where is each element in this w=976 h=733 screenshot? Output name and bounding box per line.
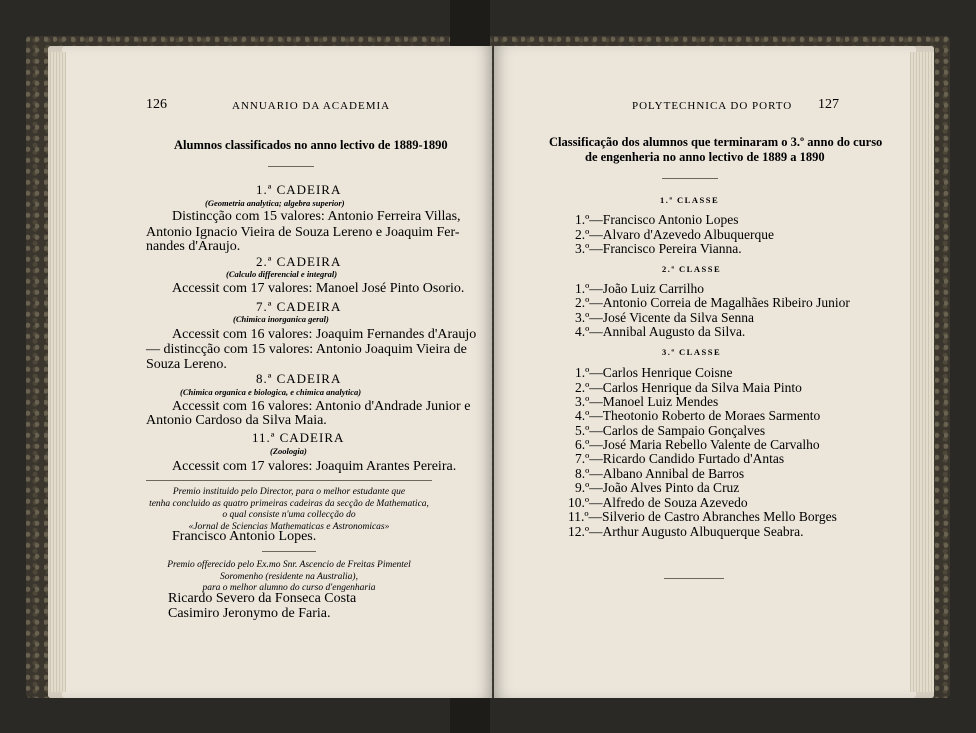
list-item: 2.º—Carlos Henrique da Silva Maia Pinto (575, 380, 802, 395)
classe-label: 3.ª CLASSE (662, 347, 722, 357)
left-page-edges (50, 52, 66, 692)
list-item: 7.º—Ricardo Candido Furtado d'Antas (575, 451, 785, 466)
premio-description (146, 487, 432, 533)
section-subject: (Chimica organica e biologica, e chimica analytica) (180, 387, 362, 397)
end-rule (664, 578, 724, 579)
list-item: 12.º—Arthur Augusto Albuquerque Seabra. (568, 524, 804, 539)
section-heading: 7.ª CADEIRA (256, 299, 342, 314)
premio-winner: Ricardo Severo da Fonseca Costa (168, 591, 357, 606)
right-page-number: 127 (818, 97, 839, 112)
premio-line: tenha concluido as quatro primeiras cadeiras da secção de Mathematica, (149, 498, 429, 509)
section-line: Souza Lereno. (146, 357, 227, 372)
section-line: Accessit com 16 valores: Joaquim Fernandes d'Araujo (172, 327, 477, 342)
list-item: 8.º—Albano Annibal de Barros (575, 466, 745, 481)
list-item: 3.º—José Vicente da Silva Senna (575, 310, 754, 325)
right-title-line: Classificação dos alumnos que terminaram o 3.º anno do curso (549, 135, 883, 149)
premio-line: para o melhor alumno do curso d'engenharia (202, 583, 376, 593)
section-divider (146, 480, 432, 481)
section-subject: (Geometria analytica; algebra superior) (205, 198, 345, 208)
list-item: 2.º—Antonio Correia de Magalhães Ribeiro Junior (575, 295, 850, 310)
section-heading: 8.ª CADEIRA (256, 371, 342, 386)
section-line: Distincção com 15 valores: Antonio Ferreira Villas, (172, 209, 461, 224)
premio-line: «Jornal de Sciencias Mathematicas e Astronomicas» (188, 521, 390, 532)
section-line: Accessit com 16 valores: Antonio d'Andrade Junior e (172, 399, 471, 414)
classe-label: 2.ª CLASSE (662, 264, 722, 274)
premio-line: o qual consiste n'uma collecção do (222, 510, 356, 520)
left-page-title: Alumnos classificados no anno lectivo de 1889-1890 (174, 138, 448, 152)
section-line: Antonio Ignacio Vieira de Souza Lereno e Joaquim Fer- (146, 225, 460, 240)
list-item: 4.º—Annibal Augusto da Silva. (575, 324, 746, 339)
list-item: 3.º—Francisco Pereira Vianna. (575, 241, 742, 256)
section-subject: (Zoologia) (270, 446, 307, 456)
premio-winner: Francisco Antonio Lopes. (172, 529, 317, 544)
section-subject: (Calculo differencial e integral) (226, 269, 338, 279)
list-item: 1.º—Francisco Antonio Lopes (575, 212, 739, 227)
section-line: Antonio Cardoso da Silva Maia. (146, 413, 327, 428)
section-heading: 2.ª CADEIRA (256, 254, 342, 269)
section-line: Accessit com 17 valores: Joaquim Arantes Pereira. (172, 459, 457, 474)
section-heading: 11.ª CADEIRA (252, 430, 345, 445)
title-rule (268, 166, 314, 167)
list-item: 9.º—João Alves Pinto da Cruz (575, 480, 740, 495)
premio-line: Premio offerecido pelo Ex.mo Snr. Ascencio de Freitas Pimentel (167, 560, 411, 570)
list-item: 2.º—Alvaro d'Azevedo Albuquerque (575, 227, 774, 242)
right-title-line: de engenheria no anno lectivo de 1889 a 1890 (585, 150, 825, 164)
section-line: Accessit com 17 valores: Manoel José Pinto Osorio. (172, 281, 465, 296)
premio-line: Soromenho (residente na Australia), (220, 571, 358, 582)
left-page-number: 126 (146, 97, 167, 112)
list-item: 1.º—Carlos Henrique Coisne (575, 365, 733, 380)
list-item: 3.º—Manoel Luiz Mendes (575, 394, 719, 409)
right-page-edges (910, 52, 934, 692)
section-subject: (Chimica inorganica geral) (233, 314, 329, 324)
section-line: — distincção com 15 valores: Antonio Joaquim Vieira de (146, 342, 467, 357)
section-line: nandes d'Araujo. (146, 239, 241, 254)
classe-label: 1.ª CLASSE (660, 195, 720, 205)
section-heading: 1.ª CADEIRA (256, 182, 342, 197)
premio-line: Premio instituido pelo Director, para o melhor estudante que (172, 487, 406, 497)
premio-rule (262, 551, 316, 552)
list-item: 11.º—Silverio de Castro Abranches Mello Borges (568, 509, 837, 524)
list-item: 5.º—Carlos de Sampaio Gonçalves (575, 423, 766, 438)
list-item: 6.º—José Maria Rebello Valente de Carvalho (575, 437, 820, 452)
premio-winner: Casimiro Jeronymo de Faria. (168, 606, 331, 621)
right-running-header: POLYTECHNICA DO PORTO (632, 100, 793, 112)
list-item: 10.º—Alfredo de Souza Azevedo (568, 495, 748, 510)
title-rule (662, 178, 718, 179)
list-item: 4.º—Theotonio Roberto de Moraes Sarmento (575, 408, 821, 423)
list-item: 1.º—João Luiz Carrilho (575, 281, 705, 296)
left-running-header: ANNUARIO DA ACADEMIA (232, 100, 391, 112)
